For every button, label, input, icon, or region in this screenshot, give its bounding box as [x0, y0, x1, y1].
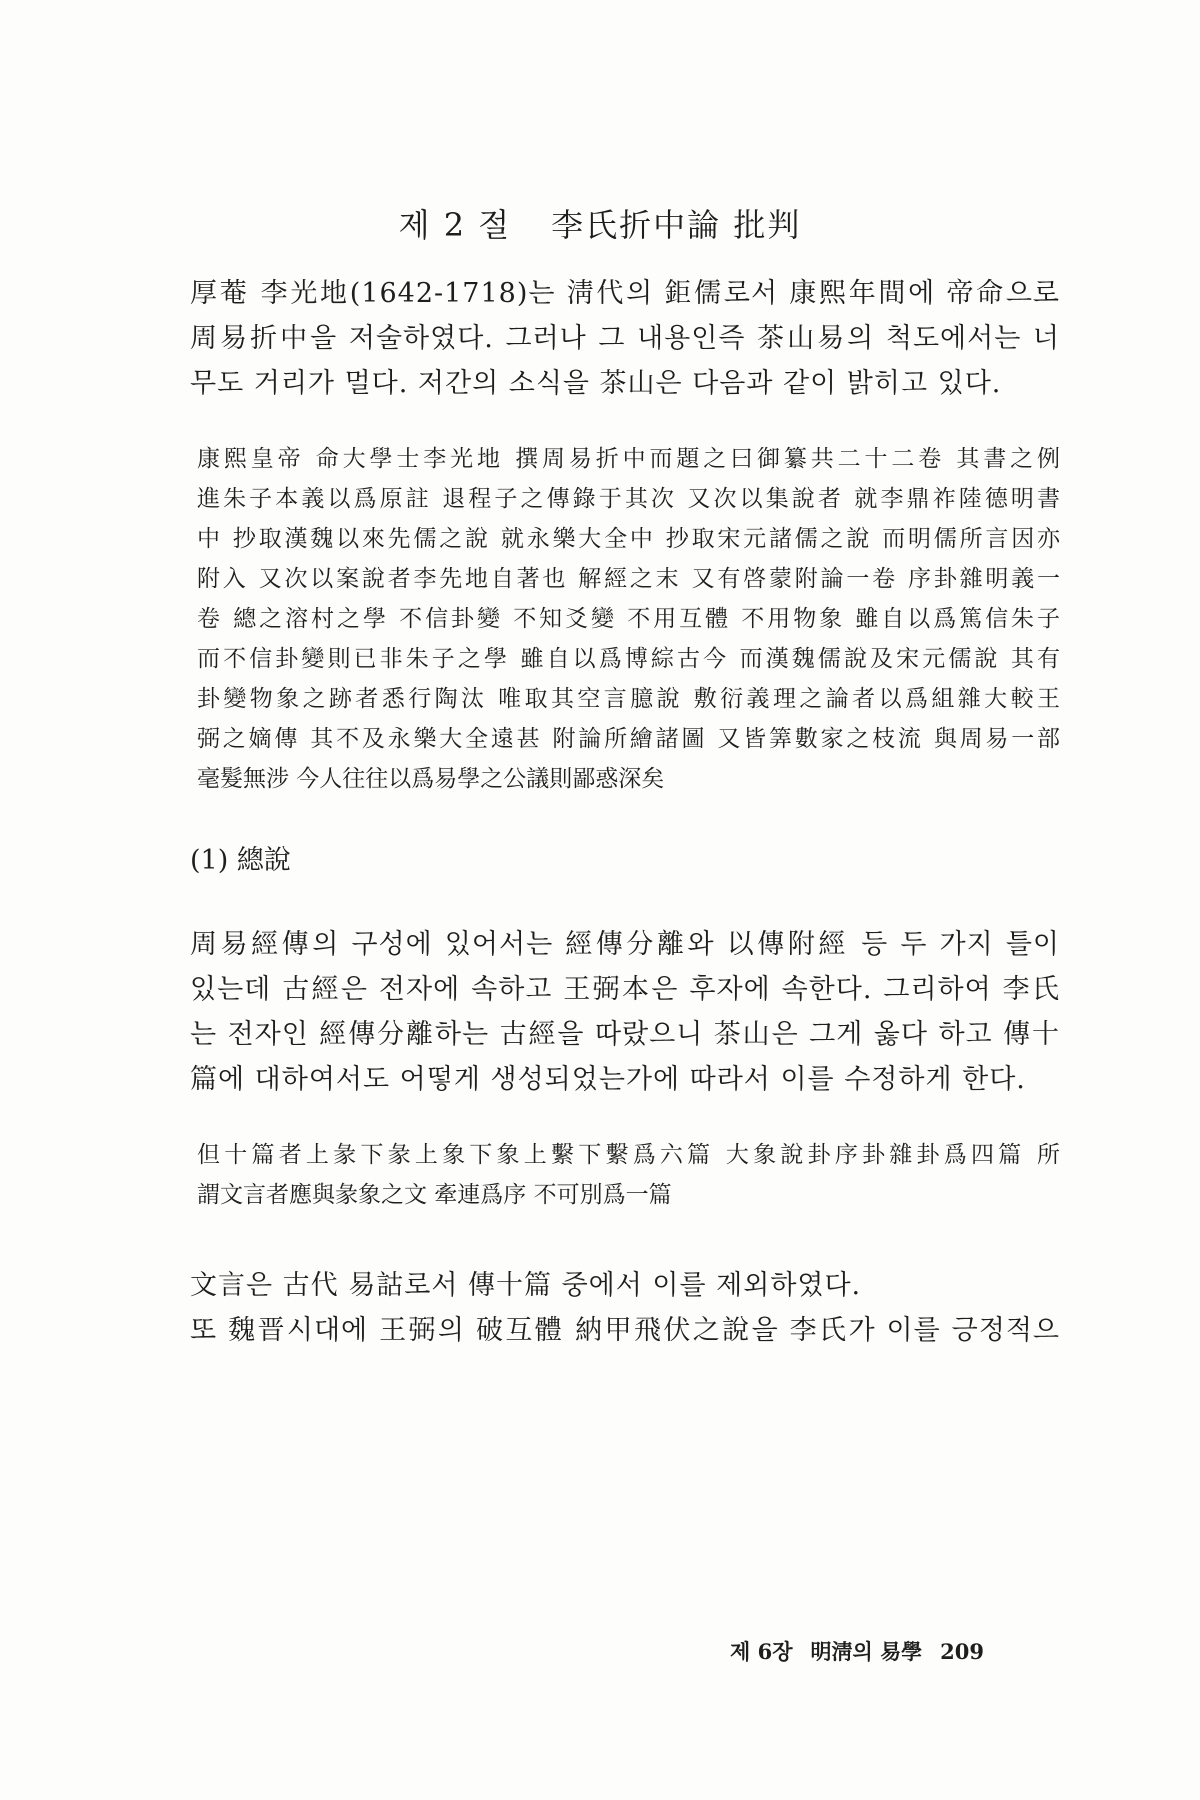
section-heading: [0, 200, 1200, 246]
section-title: 李氏折中論 批判: [551, 206, 802, 244]
quote-line: 附入 又次以案說者李先地自著也 解經之末 又有啓蒙附論一卷 序卦雜明義一: [197, 566, 1060, 592]
intro-line: 무도 거리가 멀다. 저간의 소식을 茶山은 다음과 같이 밝히고 있다.: [190, 368, 1002, 399]
quote-line: 而不信卦變則已非朱子之學 雖自以爲博綜古今 而漢魏儒說及宋元儒說 其有: [197, 646, 1060, 672]
paragraph-line: 周易經傳의 구성에 있어서는 經傳分離와 以傳附經 등 두 가지 틀이: [190, 929, 1060, 960]
quote-line: 謂文言者應與彖象之文 牽連爲序 不可別爲一篇: [197, 1182, 672, 1208]
quote-line: 中 抄取漢魏以來先儒之說 就永樂大全中 抄取宋元諸儒之說 而明儒所言因亦: [197, 526, 1060, 552]
page-number: 209: [940, 1639, 984, 1664]
quote-line: 毫髮無涉 今人往往以爲易學之公議則鄙惑深矣: [197, 766, 665, 792]
quote-line: 卷 總之溶村之學 不信卦變 不知爻變 不用互體 不用物象 雖自以爲篤信朱子: [197, 606, 1060, 632]
paragraph-line: 文言은 古代 易詁로서 傳十篇 중에서 이를 제외하였다.: [190, 1270, 862, 1301]
quote-line: 康熙皇帝 命大學士李光地 撰周易折中而題之曰御纂共二十二卷 其書之例: [197, 446, 1060, 472]
footer-title: 明淸의 易學: [810, 1639, 923, 1664]
page-footer: [730, 1636, 1030, 1666]
quote-line: 但十篇者上彖下彖上象下象上繫下繫爲六篇 大象說卦序卦雜卦爲四篇 所: [197, 1142, 1060, 1168]
subsection-heading: (1) 總說: [190, 845, 291, 876]
paragraph-line: 篇에 대하여서도 어떻게 생성되었는가에 따라서 이를 수정하게 한다.: [190, 1064, 1026, 1095]
intro-line: 厚菴 李光地(1642-1718)는 淸代의 鉅儒로서 康熙年間에 帝命으로: [190, 278, 1060, 309]
quote-line: 進朱子本義以爲原註 退程子之傳錄于其次 又次以集說者 就李鼎祚陸德明書: [197, 486, 1060, 512]
quote-line: 卦變物象之跡者悉行陶汰 唯取其空言臆說 敷衍義理之論者以爲組雜大較王: [197, 686, 1060, 712]
intro-line: 周易折中을 저술하였다. 그러나 그 내용인즉 茶山易의 척도에서는 너: [190, 323, 1060, 354]
section-number: 제 2 절: [398, 206, 512, 244]
quote-line: 弼之嫡傳 其不及永樂大全遠甚 附論所繪諸圖 又皆筭數家之枝流 與周易一部: [197, 726, 1060, 752]
paragraph-line: 또 魏晋시대에 王弼의 破互體 納甲飛伏之說을 李氏가 이를 긍정적으: [190, 1315, 1060, 1346]
footer-chapter: 제 6장: [730, 1639, 793, 1664]
paragraph-line: 있는데 古經은 전자에 속하고 王弼本은 후자에 속한다. 그리하여 李氏: [190, 974, 1060, 1005]
paragraph-line: 는 전자인 經傳分離하는 古經을 따랐으니 茶山은 그게 옳다 하고 傳十: [190, 1019, 1060, 1050]
